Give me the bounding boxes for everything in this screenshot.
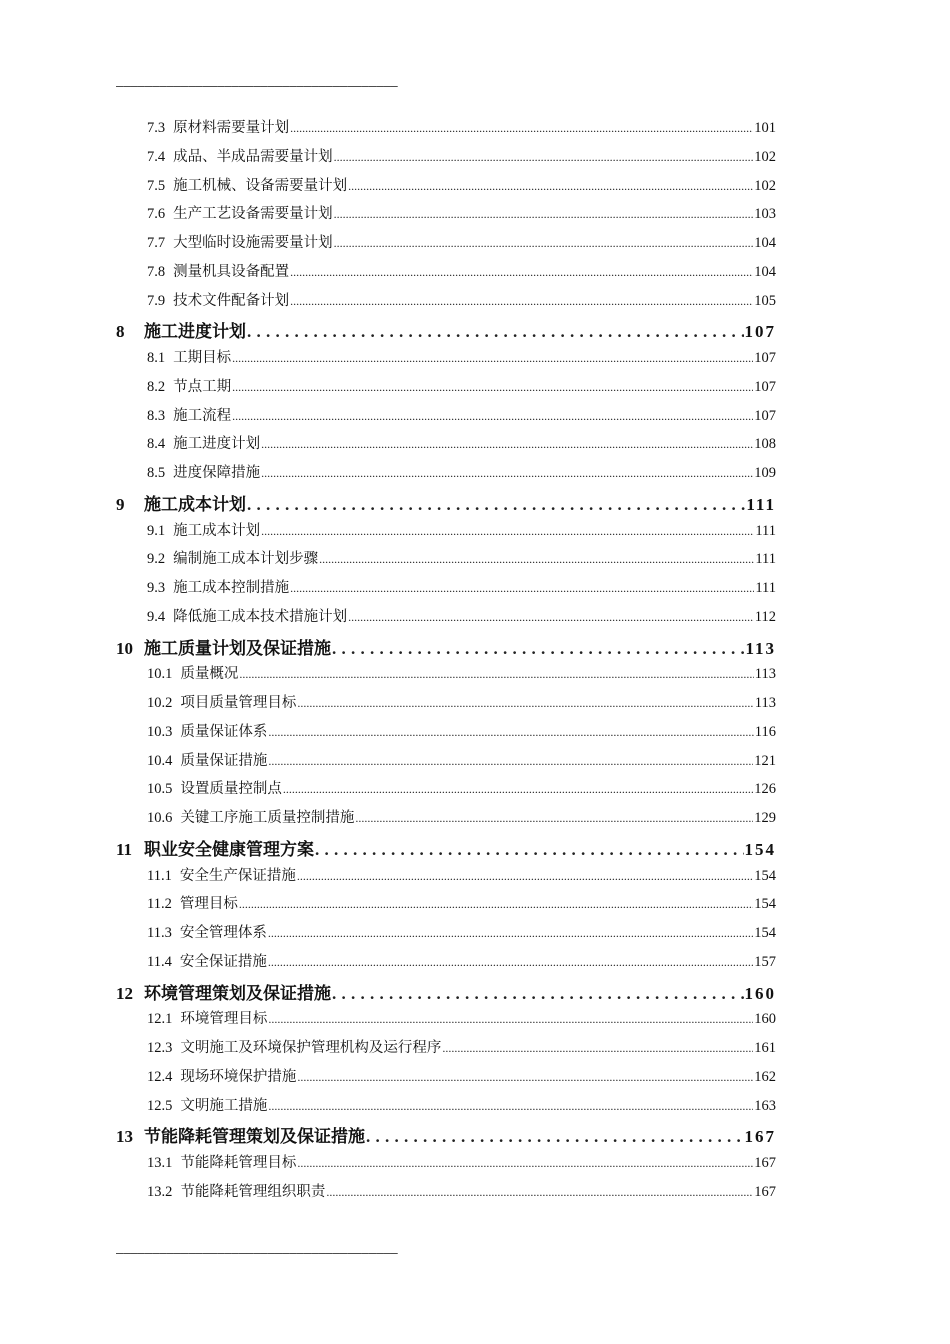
toc-entry-number: 7.8 <box>147 263 166 280</box>
toc-entry-page-number: 112 <box>754 608 776 625</box>
toc-entry-number: 8 <box>116 322 125 342</box>
toc-entry-page-number: 154 <box>754 867 776 884</box>
toc-entry-page-number: 102 <box>754 148 776 165</box>
toc-entry-title: 文明施工及环境保护管理机构及运行程序 <box>180 1040 442 1056</box>
toc-entry-title: 进度保障措施 <box>173 465 261 481</box>
toc-entry-page-number: 154 <box>744 839 776 859</box>
toc-section-entry[interactable] <box>116 432 776 461</box>
toc-section-entry[interactable] <box>116 1151 776 1180</box>
toc-entry-page-number: 154 <box>754 925 776 941</box>
toc-entry-page-number: 113 <box>754 666 776 683</box>
toc-entry-page-number: 107 <box>754 350 776 366</box>
toc-section-entry[interactable] <box>116 605 776 634</box>
toc-entry-number: 10.5 <box>147 781 173 798</box>
toc-section-entry[interactable] <box>116 346 776 375</box>
toc-entry-title: 施工进度计划 <box>144 322 246 342</box>
toc-chapter-entry[interactable] <box>116 1122 776 1151</box>
toc-section-entry[interactable] <box>116 662 776 691</box>
toc-section-entry[interactable] <box>116 547 776 576</box>
toc-dot-leader <box>247 322 744 342</box>
toc-section-entry[interactable] <box>116 289 776 318</box>
toc-entry-number: 8.2 <box>147 378 166 395</box>
toc-entry-title: 质量概况 <box>180 666 239 683</box>
toc-entry-title: 施工成本控制措施 <box>173 580 290 596</box>
toc-dot-leader <box>290 120 753 137</box>
toc-section-entry[interactable] <box>116 461 776 490</box>
toc-entry-page-number: 157 <box>754 953 776 970</box>
toc-entry-title: 文明施工措施 <box>180 1097 268 1114</box>
toc-dot-leader <box>268 954 753 971</box>
toc-entry-page-number: 167 <box>744 1127 776 1147</box>
toc-section-entry[interactable] <box>116 404 776 433</box>
toc-dot-leader <box>442 1040 753 1057</box>
toc-section-entry[interactable] <box>116 1065 776 1094</box>
toc-entry-title: 施工质量计划及保证措施 <box>144 638 331 658</box>
toc-section-entry[interactable] <box>116 1180 776 1209</box>
toc-entry-page-number: 108 <box>754 436 776 453</box>
toc-entry-number: 10.3 <box>147 723 173 740</box>
toc-section-entry[interactable] <box>116 864 776 893</box>
toc-entry-page-number: 111 <box>746 494 776 514</box>
toc-entry-number: 11 <box>116 839 133 859</box>
toc-chapter-entry[interactable] <box>116 634 776 663</box>
toc-section-entry[interactable] <box>116 576 776 605</box>
toc-entry-number: 10.4 <box>147 752 173 769</box>
toc-entry-title: 节能降耗管理策划及保证措施 <box>144 1127 365 1147</box>
toc-entry-page-number: 160 <box>744 983 776 1003</box>
toc-dot-leader <box>232 350 753 367</box>
toc-entry-page-number: 129 <box>754 810 776 826</box>
toc-entry-page-number: 121 <box>754 752 776 769</box>
toc-entry-number: 9.2 <box>147 551 166 568</box>
toc-entry-title: 安全保证措施 <box>179 953 267 970</box>
toc-entry-page-number: 161 <box>754 1040 776 1056</box>
toc-entry-title: 质量保证体系 <box>180 723 268 740</box>
toc-dot-leader <box>366 1127 744 1147</box>
toc-dot-leader <box>261 436 753 453</box>
toc-dot-leader <box>247 495 745 515</box>
toc-dot-leader <box>268 1098 753 1115</box>
toc-entry-number: 12 <box>116 983 133 1003</box>
toc-dot-leader <box>268 753 753 770</box>
toc-entry-number: 9.3 <box>147 580 166 596</box>
toc-entry-number: 10.2 <box>147 695 173 711</box>
toc-entry-number: 11.4 <box>147 953 172 970</box>
toc-entry-number: 9 <box>116 494 125 514</box>
toc-entry-title: 施工流程 <box>173 407 232 424</box>
toc-entry-number: 11.2 <box>147 896 172 913</box>
toc-entry-title: 现场环境保护措施 <box>180 1068 297 1085</box>
toc-dot-leader <box>355 810 753 827</box>
toc-entry-title: 施工成本计划 <box>173 522 261 539</box>
toc-entry-number: 8.3 <box>147 407 166 424</box>
toc-entry-page-number: 107 <box>754 407 776 424</box>
toc-section-entry[interactable] <box>116 806 776 835</box>
toc-dot-leader <box>334 206 754 223</box>
toc-entry-page-number: 102 <box>754 177 776 194</box>
toc-entry-number: 12.5 <box>147 1097 173 1114</box>
footer-rule: ——————————————————————————————————————— <box>116 1246 398 1260</box>
toc-entry-title: 技术文件配备计划 <box>173 292 290 309</box>
toc-entry-title: 关键工序施工质量控制措施 <box>180 810 355 826</box>
toc-entry-title: 原材料需要量计划 <box>173 120 290 136</box>
toc-dot-leader <box>297 695 753 712</box>
toc-entry-title: 设置质量控制点 <box>180 781 282 798</box>
toc-dot-leader <box>268 724 753 741</box>
toc-entry-title: 安全管理体系 <box>179 925 267 941</box>
toc-entry-page-number: 101 <box>754 120 776 136</box>
toc-entry-title: 质量保证措施 <box>180 752 268 769</box>
toc-dot-leader <box>332 984 744 1004</box>
toc-section-entry[interactable] <box>116 892 776 921</box>
toc-section-entry[interactable] <box>116 921 776 950</box>
toc-dot-leader <box>348 178 753 195</box>
toc-section-entry[interactable] <box>116 691 776 720</box>
toc-entry-page-number: 167 <box>754 1183 776 1200</box>
toc-entry-number: 13.1 <box>147 1155 173 1171</box>
toc-dot-leader <box>268 925 753 942</box>
toc-entry-page-number: 103 <box>754 206 776 223</box>
toc-entry-number: 10 <box>116 638 133 658</box>
toc-entry-title: 节能降耗管理目标 <box>180 1155 297 1171</box>
toc-dot-leader <box>348 609 754 626</box>
toc-dot-leader <box>334 235 754 252</box>
toc-dot-leader <box>297 1069 753 1086</box>
toc-chapter-entry[interactable] <box>116 835 776 864</box>
toc-section-entry[interactable] <box>116 202 776 231</box>
toc-entry-number: 7.6 <box>147 206 166 223</box>
toc-section-entry[interactable] <box>116 519 776 548</box>
toc-entry-title: 大型临时设施需要量计划 <box>173 235 333 251</box>
toc-entry-page-number: 111 <box>755 551 776 568</box>
toc-entry-title: 施工成本计划 <box>144 494 246 514</box>
toc-chapter-entry[interactable] <box>116 490 776 519</box>
toc-dot-leader <box>232 408 753 425</box>
toc-entry-page-number: 113 <box>754 695 776 711</box>
toc-entry-page-number: 126 <box>754 781 776 798</box>
toc-entry-number: 7.5 <box>147 177 166 194</box>
toc-entry-page-number: 109 <box>754 465 776 481</box>
toc-entry-page-number: 162 <box>754 1068 776 1085</box>
toc-entry-number: 10.6 <box>147 810 173 826</box>
toc-entry-number: 12.1 <box>147 1011 173 1028</box>
toc-section-entry[interactable] <box>116 950 776 979</box>
toc-dot-leader <box>290 264 753 281</box>
toc-entry-page-number: 160 <box>754 1011 776 1028</box>
toc-entry-number: 7.4 <box>147 148 166 165</box>
toc-dot-leader <box>315 840 744 860</box>
toc-dot-leader <box>232 379 753 396</box>
toc-dot-leader <box>319 551 754 568</box>
toc-dot-leader <box>268 1011 753 1028</box>
toc-dot-leader <box>297 868 753 885</box>
toc-dot-leader <box>290 580 754 597</box>
toc-dot-leader <box>261 523 754 540</box>
toc-entry-page-number: 104 <box>754 235 776 251</box>
toc-entry-title: 生产工艺设备需要量计划 <box>173 206 333 223</box>
toc-entry-title: 降低施工成本技术措施计划 <box>173 608 348 625</box>
toc-dot-leader <box>261 465 753 482</box>
toc-dot-leader <box>283 781 753 798</box>
toc-section-entry[interactable] <box>116 720 776 749</box>
toc-entry-page-number: 105 <box>754 292 776 309</box>
toc-entry-title: 工期目标 <box>173 350 232 366</box>
toc-entry-page-number: 113 <box>745 638 776 658</box>
toc-entry-title: 成品、半成品需要量计划 <box>173 148 333 165</box>
toc-entry-number: 12.3 <box>147 1040 173 1056</box>
toc-section-entry[interactable] <box>116 375 776 404</box>
toc-entry-number: 8.1 <box>147 350 166 366</box>
toc-entry-number: 13 <box>116 1127 133 1147</box>
toc-entry-number: 12.4 <box>147 1068 173 1085</box>
toc-entry-number: 9.4 <box>147 608 166 625</box>
toc-entry-title: 施工进度计划 <box>173 436 261 453</box>
toc-entry-title: 施工机械、设备需要量计划 <box>173 177 348 194</box>
toc-chapter-entry[interactable] <box>116 317 776 346</box>
toc-chapter-entry[interactable] <box>116 979 776 1008</box>
toc-entry-title: 环境管理目标 <box>180 1011 268 1028</box>
toc-entry-title: 节点工期 <box>173 378 232 395</box>
header-rule: ——————————————————————————————————————— <box>116 79 398 93</box>
toc-entry-title: 管理目标 <box>179 896 238 913</box>
toc-entry-number: 11.1 <box>147 867 172 884</box>
toc-section-entry[interactable] <box>116 231 776 260</box>
toc-entry-page-number: 111 <box>755 580 776 596</box>
toc-entry-title: 职业安全健康管理方案 <box>144 839 314 859</box>
toc-section-entry[interactable] <box>116 1007 776 1036</box>
toc-entry-page-number: 107 <box>754 378 776 395</box>
toc-dot-leader <box>326 1184 753 1201</box>
toc-section-entry[interactable] <box>116 260 776 289</box>
toc-entry-title: 安全生产保证措施 <box>179 867 296 884</box>
toc-entry-title: 项目质量管理目标 <box>180 695 297 711</box>
toc-entry-number: 7.3 <box>147 120 166 136</box>
toc-entry-number: 7.9 <box>147 292 166 309</box>
toc-entry-page-number: 107 <box>744 322 776 342</box>
toc-section-entry[interactable] <box>116 749 776 778</box>
toc-section-entry[interactable] <box>116 145 776 174</box>
toc-entry-page-number: 116 <box>754 723 776 740</box>
toc-entry-number: 8.4 <box>147 436 166 453</box>
toc-section-entry[interactable] <box>116 1094 776 1123</box>
toc-entry-number: 13.2 <box>147 1183 173 1200</box>
toc-entry-page-number: 167 <box>754 1155 776 1171</box>
toc-entry-page-number: 163 <box>754 1097 776 1114</box>
toc-dot-leader <box>297 1155 753 1172</box>
toc-section-entry[interactable] <box>116 777 776 806</box>
toc-entry-number: 10.1 <box>147 666 173 683</box>
toc-section-entry[interactable] <box>116 174 776 203</box>
toc-dot-leader <box>334 149 754 166</box>
table-of-contents <box>116 116 776 1209</box>
toc-entry-title: 编制施工成本计划步骤 <box>173 551 319 568</box>
toc-entry-title: 节能降耗管理组织职责 <box>180 1183 326 1200</box>
toc-entry-page-number: 111 <box>755 522 776 539</box>
toc-entry-number: 7.7 <box>147 235 166 251</box>
toc-section-entry[interactable] <box>116 1036 776 1065</box>
toc-entry-title: 环境管理策划及保证措施 <box>144 983 331 1003</box>
toc-entry-page-number: 154 <box>754 896 776 913</box>
toc-entry-page-number: 104 <box>754 263 776 280</box>
toc-entry-number: 9.1 <box>147 522 166 539</box>
toc-dot-leader <box>239 666 753 683</box>
toc-entry-title: 测量机具设备配置 <box>173 263 290 280</box>
toc-section-entry[interactable] <box>116 116 776 145</box>
toc-entry-number: 11.3 <box>147 925 172 941</box>
toc-dot-leader <box>239 896 753 913</box>
toc-dot-leader <box>290 293 753 310</box>
toc-entry-number: 8.5 <box>147 465 166 481</box>
toc-dot-leader <box>332 639 744 659</box>
